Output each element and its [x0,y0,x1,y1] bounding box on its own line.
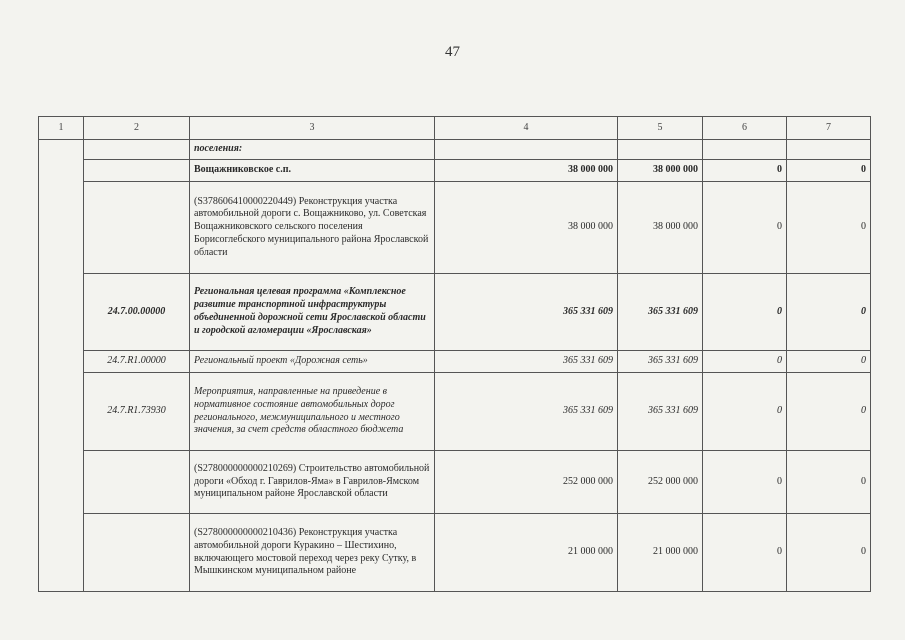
page-number: 47 [445,44,460,60]
name-cell: (S278000000000210269) Строительство автомобильной дороги «Обход г. Гаврилов-Яма» в Гаврилов-Ямском муниципальном районе Ярославской области [190,451,435,514]
value-cell: 0 [787,160,871,182]
value-cell: 365 331 609 [435,274,618,351]
value-cell: 38 000 000 [618,160,703,182]
value-cell: 252 000 000 [435,451,618,514]
code-cell: 24.7.00.00000 [84,274,190,351]
value-cell: 252 000 000 [618,451,703,514]
value-cell: 365 331 609 [618,351,703,373]
value-cell [703,140,787,160]
table-row [39,351,871,373]
value-cell: 0 [703,514,787,592]
column-header: 4 [435,117,618,140]
value-cell: 38 000 000 [435,182,618,274]
value-cell: 0 [787,274,871,351]
name-cell: (S378606410000220449) Реконструкция участка автомобильной дороги с. Вощажниково, ул. Советская Вощажниковского сельского поселения Борисоглебского муниципального района Ярославской области [190,182,435,274]
column-header: 3 [190,117,435,140]
value-cell: 0 [703,160,787,182]
table-row [39,160,871,182]
row-number-cell [39,140,84,592]
code-cell: 24.7.R1.00000 [84,351,190,373]
value-cell: 365 331 609 [435,373,618,451]
value-cell: 0 [703,182,787,274]
budget-table [38,116,871,592]
table-row [39,274,871,351]
value-cell: 38 000 000 [618,182,703,274]
value-cell: 21 000 000 [435,514,618,592]
table-row [39,182,871,274]
code-cell: 24.7.R1.73930 [84,373,190,451]
column-header: 6 [703,117,787,140]
value-cell: 0 [703,274,787,351]
column-number-row [39,117,871,140]
code-cell [84,514,190,592]
value-cell: 0 [787,514,871,592]
value-cell: 365 331 609 [435,351,618,373]
value-cell [435,140,618,160]
table-row [39,373,871,451]
table-row [39,451,871,514]
column-header: 2 [84,117,190,140]
code-cell [84,451,190,514]
name-cell: Региональный проект «Дорожная сеть» [190,351,435,373]
value-cell: 0 [787,182,871,274]
name-cell: Вощажниковское с.п. [190,160,435,182]
table-row [39,514,871,592]
value-cell: 365 331 609 [618,373,703,451]
value-cell: 38 000 000 [435,160,618,182]
code-cell [84,140,190,160]
value-cell: 0 [703,351,787,373]
column-header: 7 [787,117,871,140]
column-header: 5 [618,117,703,140]
value-cell: 0 [787,451,871,514]
value-cell: 365 331 609 [618,274,703,351]
name-cell: Региональная целевая программа «Комплексное развитие транспортной инфраструктуры объединенной дорожной сети Ярославской области и городской агломерации «Ярославская» [190,274,435,351]
column-header: 1 [39,117,84,140]
value-cell [618,140,703,160]
value-cell: 0 [703,451,787,514]
value-cell [787,140,871,160]
name-cell: (S278000000000210436) Реконструкция участка автомобильной дороги Куракино – Шестихино, включающего мостовой переход через реку Сутку, в Мышкинском муниципальном районе [190,514,435,592]
value-cell: 0 [787,351,871,373]
name-cell: поселения: [190,140,435,160]
code-cell [84,182,190,274]
name-cell: Мероприятия, направленные на приведение в нормативное состояние автомобильных дорог регионального, межмуниципального и местного значения, за счет средств областного бюджета [190,373,435,451]
value-cell: 0 [703,373,787,451]
table-row [39,140,871,160]
code-cell [84,160,190,182]
value-cell: 0 [787,373,871,451]
value-cell: 21 000 000 [618,514,703,592]
